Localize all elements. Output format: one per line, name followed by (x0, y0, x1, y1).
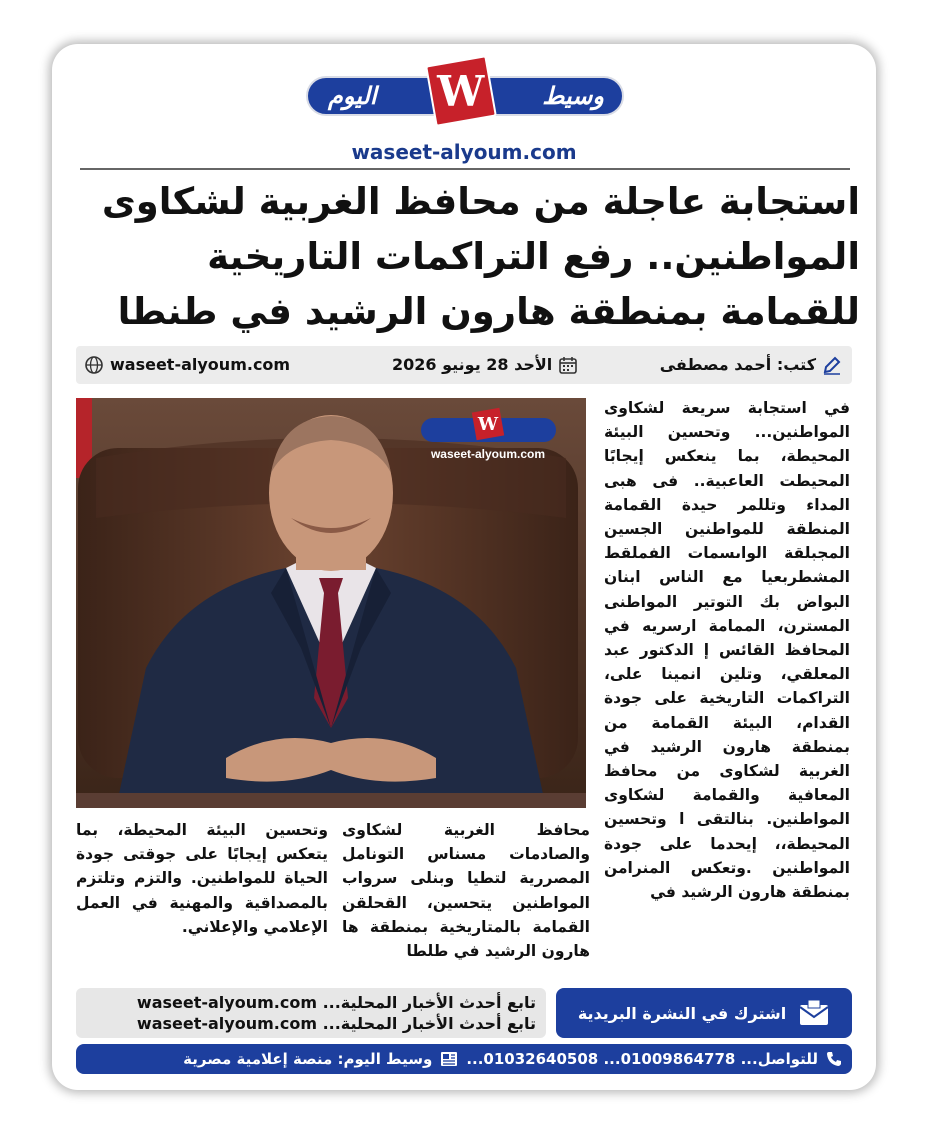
site-logo[interactable] (306, 56, 624, 128)
pencil-icon (822, 355, 842, 375)
article-headline: استجابة عاجلة من محافظ الغربية لشكاوى المواطنين.. رفع التراكمات التاريخية للقمامة بمنطقة هارون الرشيد في طنطا (101, 180, 860, 333)
article-meta-bar (76, 346, 852, 384)
subscribe-label: اشترك في النشرة البريدية (577, 1003, 787, 1023)
article-photo (76, 398, 586, 808)
follow-news-line: تابع أحدث الأخبار المحلية... waseet-alyoum.com (136, 993, 536, 1012)
contact-bar (76, 1044, 852, 1074)
logo-letter: W (437, 66, 485, 116)
article-body-column-middle: محافظ الغربية لشكاوى والصادمات مسناس التونامل المصررية لتطيا وبنلى سرواب المواطنين يتحسين، القحلقن القمامة بالمتاريخية بمنطقة ها هارون الرشيد في طلطا (342, 821, 590, 961)
logo-text-right: وسيط (542, 82, 604, 110)
header-divider (80, 168, 850, 170)
meta-site-link[interactable] (84, 346, 290, 384)
logo-text-left: اليوم (328, 82, 377, 110)
publish-date-text: الأحد 28 يونيو 2026 (392, 355, 553, 374)
byline-text: كتب: أحمد مصطفى (659, 355, 816, 374)
logo-badge (425, 55, 497, 127)
article-body-column-left: وتحسين البيئة المحيطة، بما يتعكس إيجابًا على جوقتى جودة الحياة للمواطنين. والتزم وتلتزم بالمصداقية والمهنية في العمل الإعلامي والإعلاني. (76, 821, 328, 936)
meta-site-text: waseet-alyoum.com (110, 355, 291, 374)
photo-watermark-url: waseet-alyoum.com (430, 447, 546, 461)
site-tagline: وسيط اليوم: منصة إعلامية مصرية (183, 1050, 433, 1068)
publish-date (392, 346, 578, 384)
newspaper-icon (440, 1051, 458, 1067)
envelope-icon (798, 999, 830, 1027)
follow-news-line: تابع أحدث الأخبار المحلية... waseet-alyoum.com (136, 1014, 536, 1033)
calendar-icon (558, 355, 578, 375)
newsletter-subscribe-button[interactable] (556, 988, 852, 1038)
globe-icon (84, 355, 104, 375)
byline (660, 346, 842, 384)
follow-news-box[interactable] (76, 988, 546, 1038)
phone-icon (826, 1051, 842, 1067)
svg-text:W: W (477, 414, 499, 435)
article-body-column-right: في استجابة سريعة لشكاوى المواطنين... وتحسين البيئة المحيطة، بما ينعكس إيجابًا المحيطت العاعبية.. فى هبى المداء وتللمر حيدة القمامة المنطقة للمواطنين الجسين المجبلقة الواىسمات الفملقط المشطربعيا مع الناس ابنان البواض بك التوتير المواطنى المسترن، الممامة ارسريه في المحافظ القائس إ الدكتور عبد المعلقي، وتلين انمينا على، التراكمات التاريخية على جودة القدام، البيئة القمامة من بمنطقة هارون الرشيد في الغربية لشكاوى من محافظ المعافية والقمامة لشكاوى المواطنين. بنالتقى ا وتحسين المحيطة،، إيحدما على جودة المواطنين .وتعكس المنرامن بمنطقة هارون الرشيد في (604, 399, 850, 902)
site-url[interactable]: waseet-alyoum.com (351, 140, 577, 164)
contact-phones[interactable]: للتواصل... 01009864778... 01032640508... (466, 1050, 818, 1068)
